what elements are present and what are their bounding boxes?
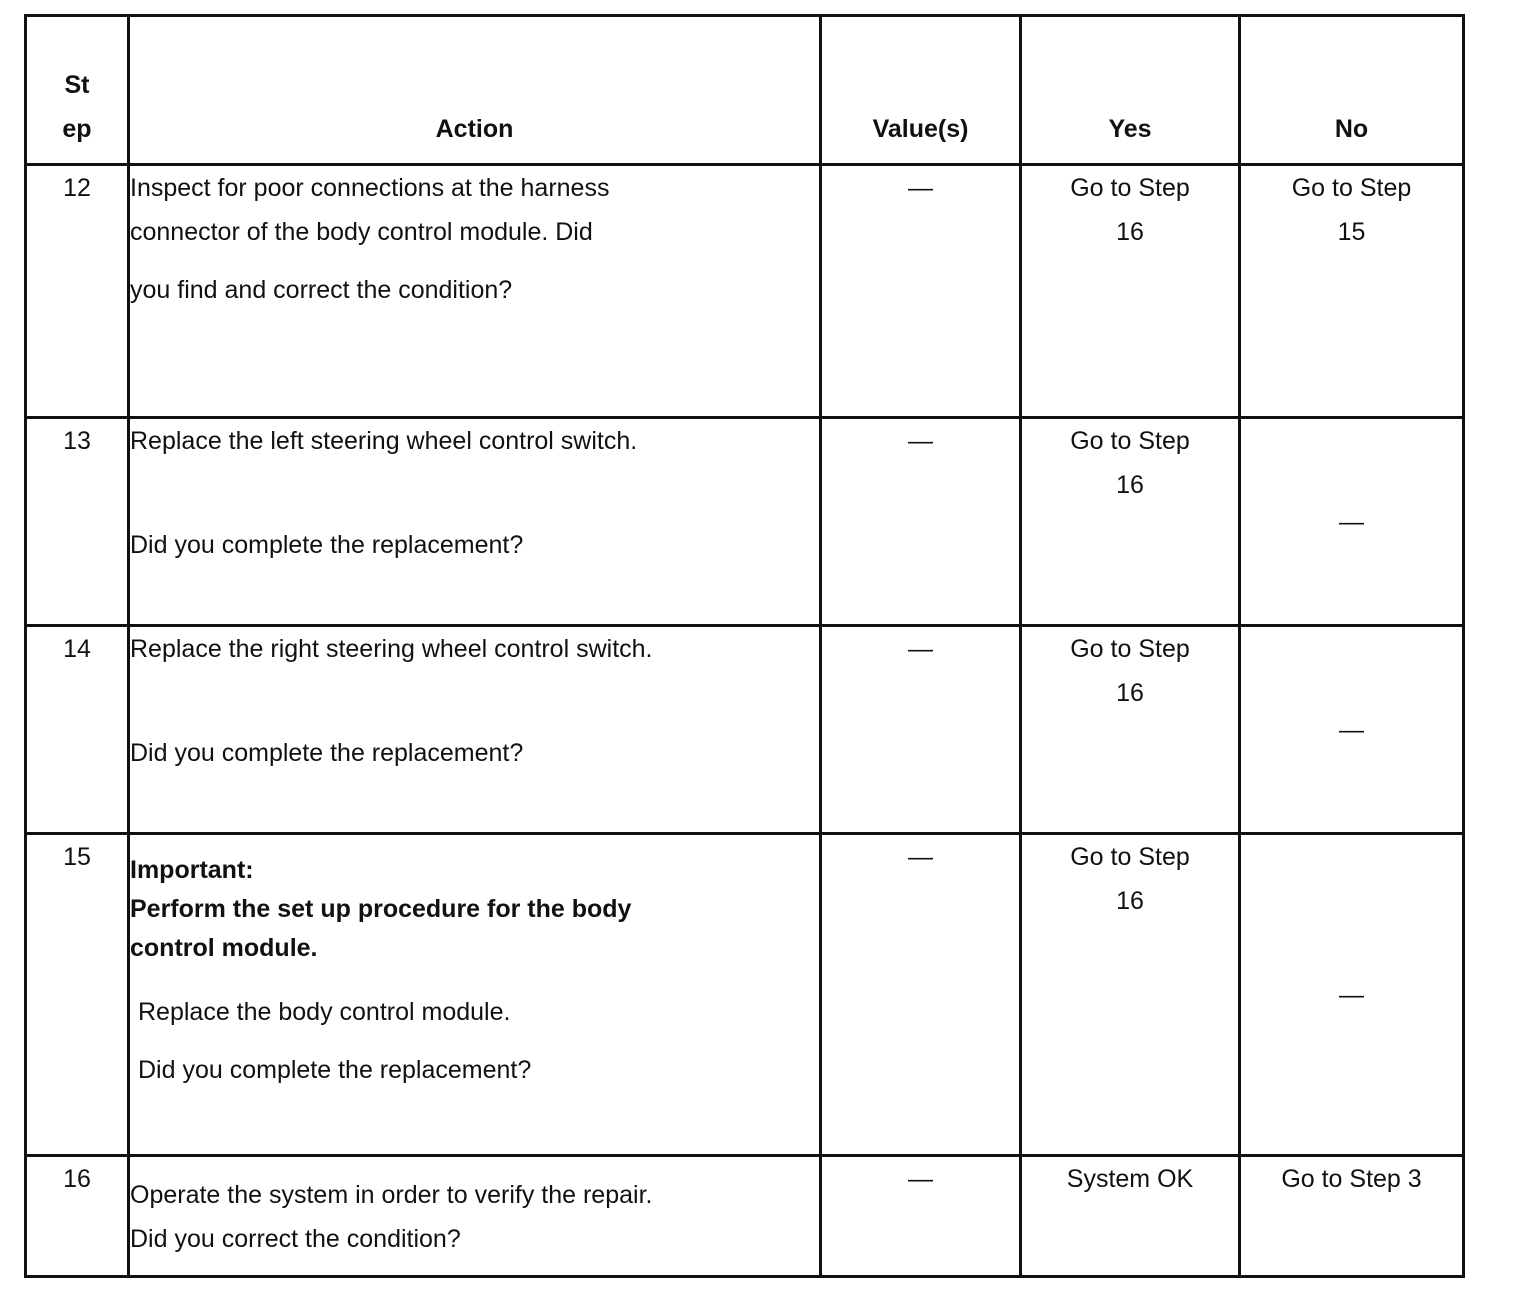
yes-column-header: Yes (1021, 16, 1240, 165)
no-cell: — (1240, 418, 1464, 626)
step-number: 14 (26, 626, 129, 834)
value-cell: — (821, 1156, 1021, 1277)
step-number: 16 (26, 1156, 129, 1277)
value-cell: — (821, 834, 1021, 1156)
action-question: Did you correct the condition? (130, 1225, 461, 1253)
no-cell: Go to Step 15 (1240, 165, 1464, 418)
no-column-header: No (1240, 16, 1464, 165)
diagnostic-table (24, 14, 1465, 1278)
value-cell: — (821, 626, 1021, 834)
step-number: 12 (26, 165, 129, 418)
table-row (26, 418, 1464, 626)
action-cell (129, 165, 821, 418)
value-cell: — (821, 418, 1021, 626)
action-question: you find and correct the condition? (130, 276, 513, 304)
action-column-header: Action (129, 16, 821, 165)
important-label: Important: (130, 856, 254, 884)
important-text: control module. (130, 934, 318, 962)
action-question: Did you complete the replacement? (138, 1056, 532, 1084)
no-cell: Go to Step 3 (1240, 1156, 1464, 1277)
action-question: Did you complete the replacement? (130, 739, 524, 767)
step-column-header: St ep (26, 16, 129, 165)
action-text: Replace the left steering wheel control switch. (130, 427, 638, 455)
yes-cell: Go to Step 16 (1021, 418, 1240, 626)
values-column-header: Value(s) (821, 16, 1021, 165)
table-row (26, 165, 1464, 418)
action-cell (129, 626, 821, 834)
action-text: Operate the system in order to verify the repair. (130, 1181, 653, 1209)
header-row (26, 16, 1464, 165)
action-cell (129, 834, 821, 1156)
action-question: Did you complete the replacement? (130, 531, 524, 559)
yes-cell: Go to Step 16 (1021, 626, 1240, 834)
important-text: Perform the set up procedure for the body (130, 895, 632, 923)
no-cell: — (1240, 834, 1464, 1156)
action-text: Replace the body control module. (138, 998, 511, 1026)
yes-cell: Go to Step 16 (1021, 165, 1240, 418)
table-row (26, 834, 1464, 1156)
action-text: connector of the body control module. Did (130, 218, 593, 246)
step-number: 15 (26, 834, 129, 1156)
action-text: Replace the right steering wheel control switch. (130, 635, 653, 663)
yes-cell: Go to Step 16 (1021, 834, 1240, 1156)
no-cell: — (1240, 626, 1464, 834)
step-number: 13 (26, 418, 129, 626)
table-row (26, 626, 1464, 834)
action-cell (129, 1156, 821, 1277)
action-cell (129, 418, 821, 626)
value-cell: — (821, 165, 1021, 418)
table-row (26, 1156, 1464, 1277)
action-text: Inspect for poor connections at the harness (130, 174, 610, 202)
yes-cell: System OK (1021, 1156, 1240, 1277)
